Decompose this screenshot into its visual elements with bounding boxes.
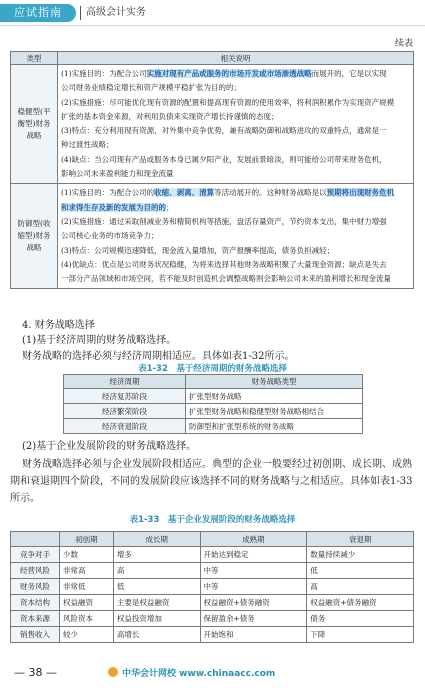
header-cycle: 经济周期 xyxy=(64,375,186,389)
cycle-cell: 经济繁荣阶段 xyxy=(64,404,186,419)
description-line xyxy=(61,215,410,229)
table-row xyxy=(64,419,363,434)
table-1-33-title: 表1-33 基于企业发展阶段的财务战略选择 xyxy=(129,515,296,525)
table-row xyxy=(11,184,414,289)
table-row xyxy=(11,65,414,184)
table-row xyxy=(64,389,363,404)
row-label: 销售收入 xyxy=(11,627,60,643)
cell: 中等 xyxy=(200,563,307,579)
header-strategy: 财务战略类型 xyxy=(186,375,363,389)
description-line xyxy=(61,81,410,95)
cell: 权益融资+债务融资 xyxy=(200,595,307,611)
header-description: 相关说明 xyxy=(58,52,414,65)
table-header-row xyxy=(11,52,414,65)
header-startup: 初创期 xyxy=(60,532,114,547)
description-line xyxy=(61,138,410,152)
cell: 权益融资+债务融资 xyxy=(307,595,414,611)
page-number: — 38 — xyxy=(14,666,57,679)
highlighted-text: 和求得生存及新的发展为目的的 xyxy=(61,202,166,212)
strategy-cell: 扩张型财务战略 xyxy=(186,389,363,404)
cell: 高 xyxy=(307,579,414,595)
line-text: ； xyxy=(166,202,174,212)
description-line xyxy=(61,67,410,81)
table-row xyxy=(11,595,414,611)
brand-logo-icon xyxy=(108,667,118,677)
description-line xyxy=(61,167,410,181)
development-stage-table xyxy=(10,531,414,643)
header-divider xyxy=(80,6,81,20)
row-label: 资本结构 xyxy=(11,595,60,611)
strategy-type: 防御型(收缩型)财务战略 xyxy=(11,184,58,289)
row-label: 经营风险 xyxy=(11,563,60,579)
cell: 高 xyxy=(113,563,200,579)
cell: 高增长 xyxy=(113,627,200,643)
table-row xyxy=(11,563,414,579)
cell: 中等 xyxy=(200,579,307,595)
page-header xyxy=(0,0,425,26)
book-title: 高级会计实务 xyxy=(86,7,146,18)
line-text: 公司财务业绩稳定增长和资产规模平稳扩张为目的的； xyxy=(61,83,241,93)
strategy-cell: 扩张型财务战略和稳健型财务战略相结合 xyxy=(186,404,363,419)
description-line xyxy=(61,201,410,215)
cell: 低 xyxy=(113,579,200,595)
cycle-cell: 经济复苏阶段 xyxy=(64,389,186,404)
description-line xyxy=(61,272,410,286)
header-growth: 成长期 xyxy=(113,532,200,547)
cell: 风险资本 xyxy=(60,611,114,627)
line-text: (2)实施措施：通过采取削减业务和精简机构等措施，盘活存量资产，节约资本支出，集中财力增强 xyxy=(61,216,387,226)
row-label: 竞争对手 xyxy=(11,547,60,563)
header-decline: 衰退期 xyxy=(307,532,414,547)
description-line xyxy=(61,244,410,258)
header-mature: 成熟期 xyxy=(200,532,307,547)
header-type: 类型 xyxy=(11,52,58,65)
table-row xyxy=(11,579,414,595)
cell: 权益融资 xyxy=(60,595,114,611)
line-text: 影响公司未来盈利能力和现金流量 xyxy=(61,169,174,179)
table-header-row xyxy=(64,375,363,389)
strategy-table xyxy=(10,51,414,289)
header-rule xyxy=(0,25,425,26)
description-line xyxy=(61,110,410,124)
line-text: 公司核心业务的市场竞争力； xyxy=(61,231,159,241)
paragraph-2: 财务战略选择必须与企业发展阶段相适应。典型的企业一般要经过初创期、成长期、成熟期和衰退期四个阶段，不同的发展阶段应该选择不同的财务战略与之相适应。具体如表1-33所示。 xyxy=(10,459,413,504)
line-text: 而展开的，它是以实现 xyxy=(311,69,387,78)
cell: 主要是权益融资 xyxy=(113,595,200,611)
paragraph-1: 财务战略的选择必须与经济周期相适应。具体如表1-32所示。 xyxy=(22,351,295,362)
description-line xyxy=(61,229,410,243)
row-label: 财务风险 xyxy=(11,579,60,595)
strategy-description xyxy=(58,65,414,184)
section-heading: 4. 财务战略选择 xyxy=(22,320,95,331)
cell: 权益投资增加 xyxy=(113,611,200,627)
brand-text: 中华会计网校 www.chinaacc.com xyxy=(122,669,276,679)
table-row xyxy=(11,611,414,627)
line-text: 种过渡性战略； xyxy=(61,140,114,150)
line-text: (4)缺点：当公司现有产品或服务本身已属夕阳产业，发展前景暗淡，则可能给公司带来财务危机， xyxy=(61,154,387,164)
cell: 开始达到稳定 xyxy=(200,547,307,563)
strategy-description xyxy=(58,184,414,289)
line-text: (4)优缺点：优点是公司财务状况稳健，为将来选择其他财务战略积聚了大量现金资源；缺点是失去 xyxy=(61,259,387,269)
description-line xyxy=(61,124,410,138)
strategy-type: 稳健型(平衡型)财务战略 xyxy=(11,65,58,184)
header-blank xyxy=(11,532,60,547)
line-text: 等活动展开的。这种财务战略是以 xyxy=(214,188,327,198)
line-text: (1)实施目的：为配合公司 xyxy=(61,69,147,78)
cell: 低 xyxy=(307,563,414,579)
line-text: 一部分产品领域和市场空间，若不能及时创造机会调整战略则会影响公司未来的盈利增长和现金流量 xyxy=(61,274,391,284)
line-text: (3)特点：充分利用现有资源，对外集中竞争优势，兼有战略防御和战略进攻的双重特点，通常是一 xyxy=(61,126,387,136)
strategy-cell: 防御型和扩张型系统的财务战略 xyxy=(186,419,363,434)
highlighted-text: 实施对现有产品或服务的市场开发或市场渗透战略 xyxy=(146,69,312,78)
row-label: 资本来源 xyxy=(11,611,60,627)
table-header-row xyxy=(11,532,414,547)
continued-label: 续表 xyxy=(394,39,413,49)
cell: 非常低 xyxy=(60,579,114,595)
cell: 数量持续减少 xyxy=(307,547,414,563)
line-text: 扩张的基本资金来源，对利用负债来实现资产增长持谨慎的态度； xyxy=(61,111,279,121)
line-text: (2)实施措施：尽可能优化现有资源的配置和提高现有资源的使用效率，将利润积累作为实现资产规模 xyxy=(61,97,395,107)
cycle-cell: 经济衰退阶段 xyxy=(64,419,186,434)
table-row xyxy=(11,627,414,643)
cell: 增多 xyxy=(113,547,200,563)
economic-cycle-table xyxy=(63,374,363,434)
subsection-2: (2)基于企业发展阶段的财务战略选择。 xyxy=(22,441,197,452)
table-row xyxy=(11,547,414,563)
table-1-32-title: 表1-32 基于经济周期的财务战略选择 xyxy=(138,364,287,374)
highlighted-text: 预期将出现财务危机 xyxy=(326,188,395,198)
cell: 开始饱和 xyxy=(200,627,307,643)
series-badge: 应试指南 xyxy=(0,4,76,22)
cell: 少数 xyxy=(60,547,114,563)
page-footer xyxy=(0,660,425,700)
description-line xyxy=(61,96,410,110)
cell: 下降 xyxy=(307,627,414,643)
cell: 保留盈余+债务 xyxy=(200,611,307,627)
description-line xyxy=(61,153,410,167)
line-text: (1)实施目的：为配合公司的 xyxy=(61,188,155,198)
highlighted-text: 收缩、剥离、清算 xyxy=(154,188,215,198)
line-text: (3)特点：公司规模迅速降低，现金流入量增加，资产报酬率提高，债务负担减轻； xyxy=(61,245,335,255)
table-row xyxy=(64,404,363,419)
subsection-1: (1)基于经济周期的财务战略选择。 xyxy=(22,335,177,346)
cell: 非常高 xyxy=(60,563,114,579)
cell: 债务 xyxy=(307,611,414,627)
description-line xyxy=(61,186,410,200)
description-line xyxy=(61,258,410,272)
cell: 较少 xyxy=(60,627,114,643)
